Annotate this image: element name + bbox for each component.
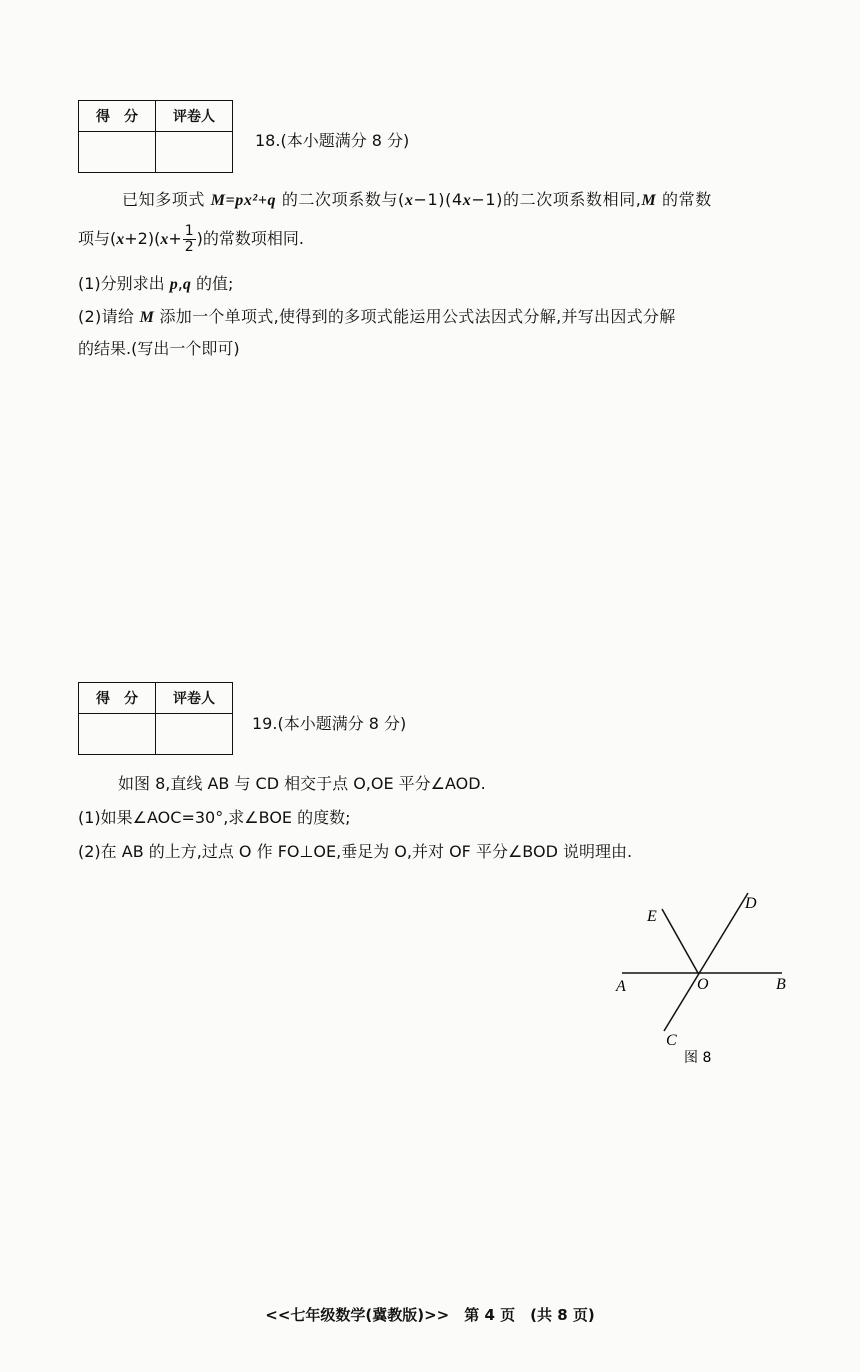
question-18-stem-line1: 已知多项式 M=px²+q 的二次项系数与(x−1)(4x−1)的二次项系数相同,M 的常数	[122, 190, 712, 209]
grader-header: 评卷人	[156, 101, 233, 132]
score-header: 得 分	[79, 683, 156, 714]
question-19-part2: (2)在 AB 的上方,过点 O 作 FO⊥OE,垂足为 O,并对 OF 平分∠BOD 说明理由.	[78, 842, 633, 861]
question-18-part2-line1: (2)请给 M 添加一个单项式,使得到的多项式能运用公式法因式分解,并写出因式分解	[78, 307, 676, 326]
question-18-part2-line2: 的结果.(写出一个即可)	[78, 339, 240, 358]
question-19-answer-area[interactable]	[78, 1080, 830, 1280]
figure-caption: 图 8	[684, 1050, 712, 1066]
question-19-part1: (1)如果∠AOC=30°,求∠BOE 的度数;	[78, 808, 351, 827]
ray-oe	[662, 909, 698, 973]
line-cd	[664, 893, 748, 1031]
score-table-18	[78, 100, 233, 173]
grader-cell[interactable]	[156, 132, 233, 173]
figure-8	[600, 885, 820, 1075]
label-c: C	[666, 1032, 677, 1049]
question-18-answer-area[interactable]	[78, 370, 830, 670]
label-o: O	[697, 976, 709, 993]
grader-cell[interactable]	[156, 714, 233, 755]
question-19-stem: 如图 8,直线 AB 与 CD 相交于点 O,OE 平分∠AOD.	[118, 774, 486, 793]
question-18-stem-line2: 项与(x+2)(x+ $\frac{1}{2}$ )的常数项相同.	[78, 223, 304, 255]
label-d: D	[745, 895, 757, 912]
label-e: E	[647, 908, 657, 925]
question-18-part1: (1)分别求出 p,q 的值;	[78, 274, 234, 293]
question-19-title: 19.(本小题满分 8 分)	[252, 714, 407, 733]
label-a: A	[616, 978, 626, 995]
question-18-title: 18.(本小题满分 8 分)	[255, 131, 410, 150]
score-cell[interactable]	[79, 132, 156, 173]
grader-header: 评卷人	[156, 683, 233, 714]
score-header: 得 分	[79, 101, 156, 132]
score-table-19	[78, 682, 233, 755]
page-footer: <<七年级数学(冀教版)>> 第 4 页 (共 8 页)	[265, 1306, 595, 1324]
label-b: B	[776, 976, 786, 993]
fraction-one-half: $\frac{1}{2}$	[184, 223, 194, 255]
score-cell[interactable]	[79, 714, 156, 755]
